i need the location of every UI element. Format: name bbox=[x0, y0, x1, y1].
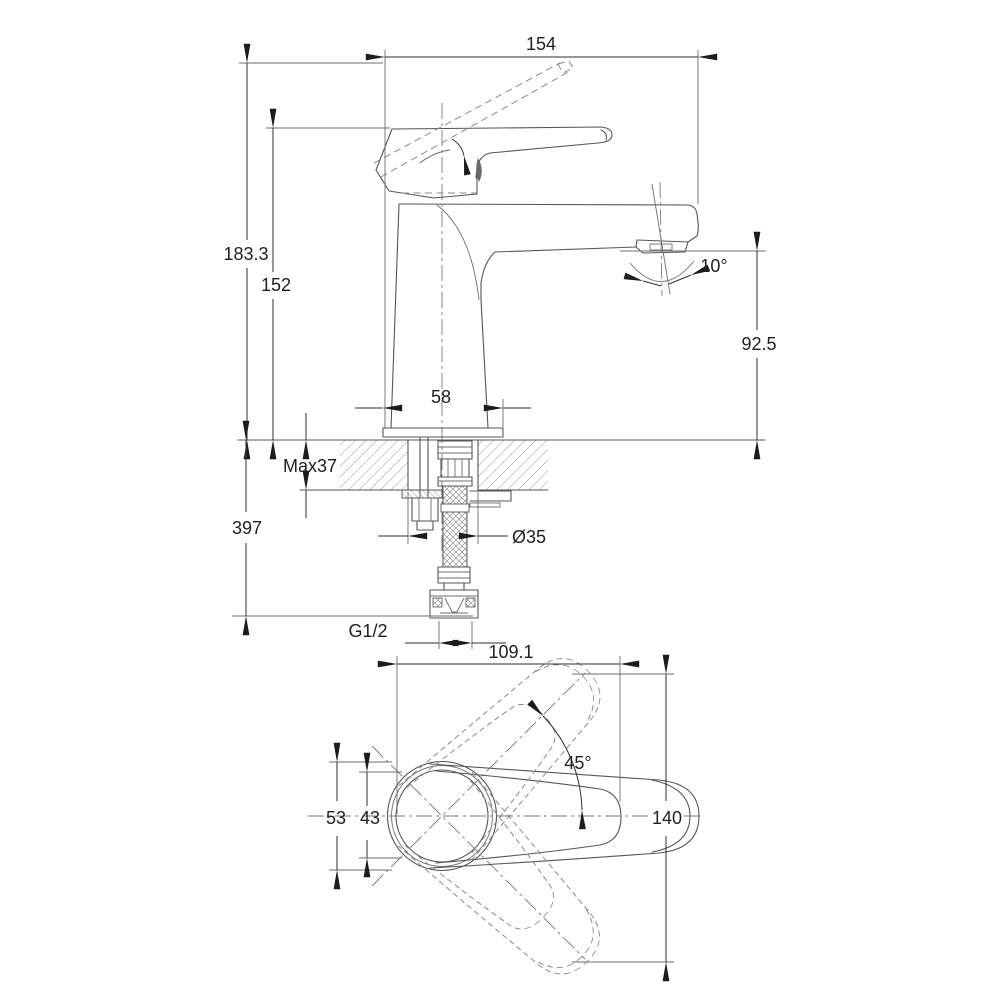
dim-aerator-tilt: 10° bbox=[700, 256, 728, 276]
dim-swing-envelope: 140 bbox=[651, 808, 683, 828]
dim-handle-width: 43 bbox=[359, 808, 381, 828]
dimension-annotations bbox=[223, 34, 776, 962]
dim-base-width: 58 bbox=[430, 387, 452, 407]
deck-hole-edges bbox=[408, 440, 478, 490]
lever-open-position bbox=[374, 61, 573, 177]
dim-spout-outlet-height: 92.5 bbox=[741, 334, 777, 354]
dim-handle-length: 109.1 bbox=[488, 642, 534, 662]
dim-total-height: 183.3 bbox=[223, 244, 269, 264]
braided-hose bbox=[443, 486, 467, 567]
aerator-tilt-annotation bbox=[630, 182, 694, 296]
lever-closed-position bbox=[376, 127, 612, 198]
dim-hose-thread: G1/2 bbox=[348, 621, 388, 641]
dim-overall-width: 154 bbox=[525, 34, 557, 54]
side-outlet bbox=[470, 491, 511, 507]
fixing-stud bbox=[420, 437, 428, 497]
mounting-nut bbox=[412, 498, 438, 521]
deck-hatch-right bbox=[478, 440, 548, 490]
dim-deck-thickness: Max37 bbox=[282, 456, 338, 476]
base-plate bbox=[383, 428, 503, 437]
dim-escutcheon-diameter: 53 bbox=[325, 808, 347, 828]
dim-hole-diameter: Ø35 bbox=[512, 527, 547, 547]
dim-handle-swing-angle: 45° bbox=[564, 753, 592, 773]
dim-handle-height: 152 bbox=[260, 275, 292, 295]
dim-below-deck-length: 397 bbox=[231, 518, 263, 538]
lever-lift-arrow bbox=[452, 139, 464, 156]
supply-hose bbox=[430, 441, 478, 618]
neck-contour bbox=[437, 205, 479, 300]
deck-hatch-left bbox=[340, 440, 408, 490]
